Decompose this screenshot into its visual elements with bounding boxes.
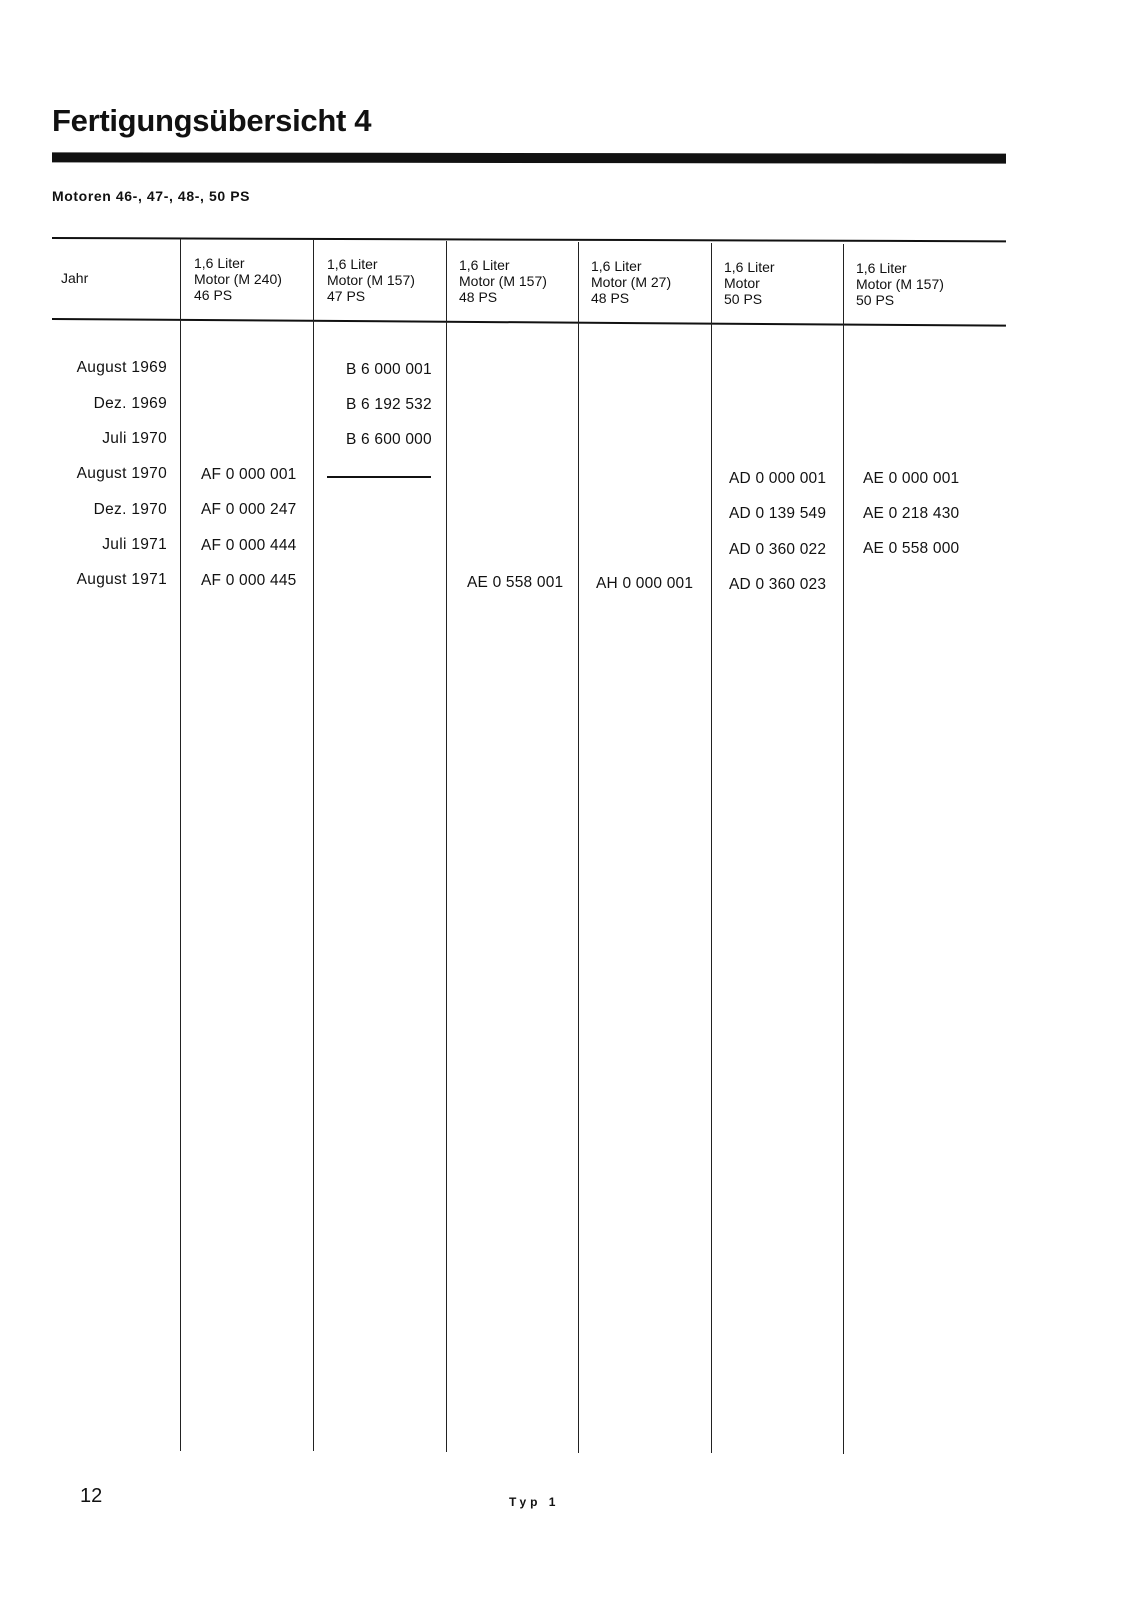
- column-divider: [843, 244, 844, 1454]
- column-divider: [180, 239, 181, 1451]
- column-divider: [711, 243, 712, 1453]
- serial-number-cell: B 6 000 001: [346, 361, 432, 378]
- serial-number-cell: AE 0 000 001: [863, 470, 960, 487]
- year-label: August 1969: [76, 359, 167, 376]
- serial-number-cell: AF 0 000 001: [201, 466, 297, 483]
- end-of-production-line: [327, 476, 431, 478]
- serial-number-cell: AE 0 558 000: [863, 540, 960, 557]
- column-header: 1,6 Liter Motor (M 240) 46 PS: [194, 255, 282, 303]
- page-number: 12: [80, 1485, 103, 1507]
- serial-number-cell: AE 0 218 430: [863, 505, 960, 522]
- column-divider: [313, 240, 314, 1451]
- footer-label: Typ 1: [509, 1495, 560, 1509]
- header-bottom-rule: [52, 318, 1006, 327]
- serial-number-cell: AD 0 360 022: [729, 541, 827, 558]
- page-title: Fertigungsübersicht 4: [52, 103, 372, 138]
- column-header: 1,6 Liter Motor 50 PS: [724, 259, 775, 307]
- serial-number-cell: AD 0 000 001: [729, 470, 827, 487]
- section-subtitle: Motoren 46-, 47-, 48-, 50 PS: [52, 188, 251, 204]
- year-label: Juli 1971: [102, 536, 167, 553]
- column-divider: [578, 242, 579, 1453]
- serial-number-cell: AD 0 139 549: [729, 505, 827, 522]
- serial-number-cell: AF 0 000 444: [201, 537, 297, 554]
- serial-number-cell: AE 0 558 001: [467, 574, 564, 591]
- serial-number-cell: B 6 192 532: [346, 396, 432, 413]
- year-label: August 1971: [76, 571, 167, 588]
- year-label: Dez. 1970: [93, 501, 167, 518]
- year-column-header: Jahr: [61, 270, 89, 286]
- serial-number-cell: AH 0 000 001: [596, 575, 694, 592]
- year-label: Juli 1970: [102, 430, 167, 447]
- column-header: 1,6 Liter Motor (M 157) 47 PS: [327, 256, 415, 304]
- year-label: Dez. 1969: [93, 395, 167, 412]
- column-divider: [446, 241, 447, 1452]
- year-label: August 1970: [76, 465, 167, 482]
- column-header: 1,6 Liter Motor (M 157) 50 PS: [856, 260, 944, 308]
- title-rule: [52, 152, 1006, 163]
- serial-number-cell: B 6 600 000: [346, 431, 432, 448]
- serial-number-cell: AD 0 360 023: [729, 576, 827, 593]
- serial-number-cell: AF 0 000 445: [201, 572, 297, 589]
- column-header: 1,6 Liter Motor (M 157) 48 PS: [459, 257, 547, 305]
- column-header: 1,6 Liter Motor (M 27) 48 PS: [591, 258, 672, 306]
- table-top-rule: [52, 237, 1006, 242]
- serial-number-cell: AF 0 000 247: [201, 501, 297, 518]
